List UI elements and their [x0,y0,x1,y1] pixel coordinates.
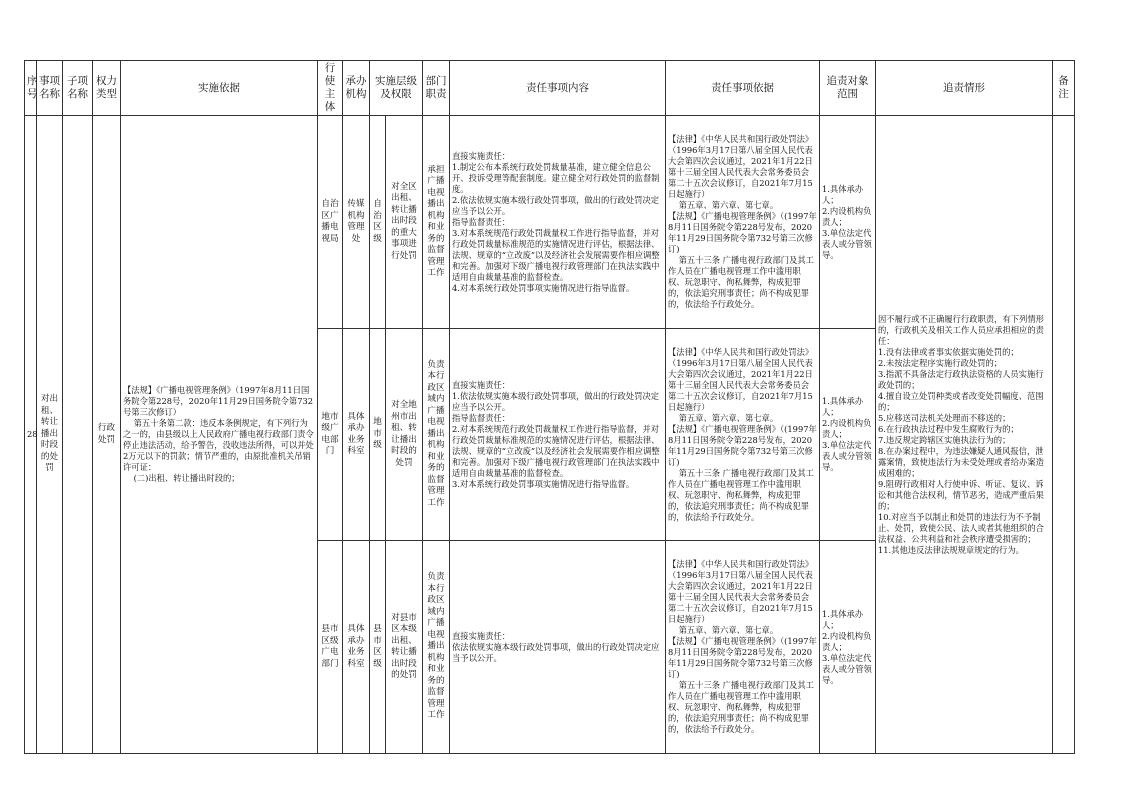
record-sub-item-name [63,116,93,754]
sub-row-level-name: 县市区级 [370,541,386,754]
header-level: 实施层级及权限 [370,61,423,116]
sub-row-resp-basis: 【法律】《中华人民共和国行政处罚法》（1996年3月17日第八届全国人民代表大会第四次会议通过，2021年1月22日第十三届全国人民代表大会常务委员会第二十五次会议修订，自2021年7月15日起施行） 第五章、第六章、第七章。 【法规】《广播电视管理条例》（(1997年8月11日国务院令第228号发布，2020年11月29日国务院令第732号第三次修订) 第五十三条 广播电视行政部门及其工作人员在广播电视管理工作中滥用职权、玩忽职守、徇私舞弊，构成犯罪的，依法追究刑事责任；尚不构成犯罪的，依法给予行政处分。 [666,329,820,541]
header-accountability-cases: 追责情形 [876,61,1053,116]
sub-row-resp-basis: 【法律】《中华人民共和国行政处罚法》（1996年3月17日第八届全国人民代表大会第四次会议通过，2021年1月22日第十三届全国人民代表大会常务委员会第二十五次会议修订，自2021年7月15日起施行） 第五章、第六章、第七章。 【法规】《广播电视管理条例》（(1997年8月11日国务院令第228号发布，2020年11月29日国务院令第732号第三次修订) 第五十三条 广播电视行政部门及其工作人员在广播电视管理工作中滥用职权、玩忽职守、徇私舞弊，构成犯罪的，依法追究刑事责任；尚不构成犯罪的，依法给予行政处分。 [666,541,820,754]
sub-row-resp-basis: 【法律】《中华人民共和国行政处罚法》（1996年3月17日第八届全国人民代表大会第四次会议通过，2021年1月22日第十三届全国人民代表大会常务委员会第二十五次会议修订，自2021年7月15日起施行） 第五章、第六章、第七章。 【法规】《广播电视管理条例》（(1997年8月11日国务院令第228号发布，2020年11月29日国务院令第732号第三次修订) 第五十三条 广播电视行政部门及其工作人员在广播电视管理工作中滥用职权、玩忽职守、徇私舞弊，构成犯罪的，依法追究刑事责任；尚不构成犯罪的，依法给予行政处分。 [666,116,820,329]
sub-row-accountability-scope: 1.具体承办人； 2.内设机构负责人； 3.单位法定代表人或分管领导。 [820,116,876,329]
record-remarks [1053,116,1075,754]
sub-row-undertaking-org: 传媒机构管理处 [343,116,370,329]
sub-row-dept-duty: 负责本行政区域内广播电视播出机构和业务的监督管理工作 [423,329,450,541]
sub-row-undertaking-org: 具体承办业务科室 [343,329,370,541]
sub-row-dept-duty: 承担广播电视播出机构和业务的监督管理工作 [423,116,450,329]
sub-row-accountability-scope: 1.具体承办人； 2.内设机构负责人； 3.单位法定代表人或分管领导。 [820,541,876,754]
record-seq: 28 [25,116,37,754]
header-subject: 行使主体 [318,61,343,116]
header-seq: 序号 [25,61,37,116]
power-list-table [24,60,1075,754]
header-resp-basis: 责任事项依据 [666,61,820,116]
sub-row-level-scope: 对全地州市出租、转让播出时段的处罚 [386,329,423,541]
sub-row-level-name: 地市级 [370,329,386,541]
header-power-type: 权力类型 [93,61,121,116]
header-item-name: 事项名称 [37,61,63,116]
header-sub-item-name: 子项名称 [63,61,93,116]
header-row [25,61,1075,116]
sub-row-resp-content: 直接实施责任： 依法依规实施本级行政处罚事项，做出的行政处罚决定应当予以公开。 [450,541,666,754]
record-accountability-cases: 因不履行或不正确履行行政职责，有下列情形的，行政机关及相关工作人员应承担相应的责任： 1.没有法律或者事实依据实施处罚的； 2.未按法定程序实施行政处罚的； 3.指派不具备法定行政执法资格的人员实施行政处罚的； 4.擅自设立处罚种类或者改变处罚幅度、范围的； 5.应移送司法机关处理而不移送的； 6.在行政执法过程中发生腐败行为的； 7.违反规定跨辖区实施执法行为的； 8.在办案过程中，为违法嫌疑人通风报信，泄露案情，致使违法行为未受处理或者给办案造成困难的； 9.阻碍行政相对人行使申诉、听证、复议、诉讼和其他合法权利，情节恶劣，造成严重后果的； 10.对应当予以制止和处罚的违法行为不予制止、处罚，致使公民、法人或者其他组织的合法权益、公共利益和社会秩序遭受损害的； 11.其他违反法律法规规章规定的行为。 [876,116,1053,754]
header-remarks: 备注 [1053,61,1075,116]
header-undertaking-org: 承办机构 [343,61,370,116]
sub-row-subject: 县市区级广电部门 [318,541,343,754]
sub-row-level-name: 自治区级 [370,116,386,329]
table-row [25,116,1075,329]
record-basis: 【法规】《广播电视管理条例》（1997年8月11日国务院令第228号，2020年11月29日国务院令第732号第三次修订） 第五十条第二款：违反本条例规定，有下列行为之一的，由县级以上人民政府广播电视行政部门责令停止违法活动，给予警告，没收违法所得，可以并处2万元以下的罚款；情节严重的，由原批准机关吊销许可证： (二)出租、转让播出时段的； [121,116,318,754]
sub-row-accountability-scope: 1.具体承办人； 2.内设机构负责人； 3.单位法定代表人或分管领导。 [820,329,876,541]
sub-row-resp-content: 直接实施责任： 1.制定公布本系统行政处罚裁量基准，建立健全信息公开、投诉受理等配套制度。建立健全对行政处罚的监督制度。 2.依法依规实施本级行政处罚事项，做出的行政处罚决定应当予以公开。 指导监督责任： 3.对本系统规范行政处罚裁量权工作进行指导监督，并对行政处罚裁量标准规范的实施情况进行评估，根据法律、法规、规章的“立改废”以及经济社会发展需要作相应调整和完善。加强对下级广播电视行政管理部门在执法实践中适用自由裁量基准的监督检查。 4.对本系统行政处罚事项实施情况进行指导监督。 [450,116,666,329]
header-resp-content: 责任事项内容 [450,61,666,116]
sub-row-level-scope: 对全区出租、转让播出时段的重大事项进行处罚 [386,116,423,329]
record-power-type: 行政处罚 [93,116,121,754]
header-dept-duty: 部门职责 [423,61,450,116]
header-accountability-scope: 追责对象范围 [820,61,876,116]
sub-row-dept-duty: 负责本行政区域内广播电视播出机构和业务的监督管理工作 [423,541,450,754]
record-item-name: 对出租、转让播出时段的处罚 [37,116,63,754]
sub-row-subject: 自治区广播电视局 [318,116,343,329]
sub-row-resp-content: 直接实施责任： 1.依法依规实施本级行政处罚事项，做出的行政处罚决定应当予以公开。 指导监督责任： 2.对本系统规范行政处罚裁量权工作进行指导监督，并对行政处罚裁量标准规范的实施情况进行评估，根据法律、法规、规章的“立改废”以及经济社会发展需要作相应调整和完善。加强对下级广播电视行政管理部门在执法实践中适用自由裁量基准的监督检查。 3.对本系统行政处罚事项实施情况进行指导监督。 [450,329,666,541]
sub-row-level-scope: 对县市区本级出租、转让播出时段的处罚 [386,541,423,754]
sub-row-undertaking-org: 具体承办业务科室 [343,541,370,754]
sub-row-subject: 地市级广电部门 [318,329,343,541]
header-basis: 实施依据 [121,61,318,116]
